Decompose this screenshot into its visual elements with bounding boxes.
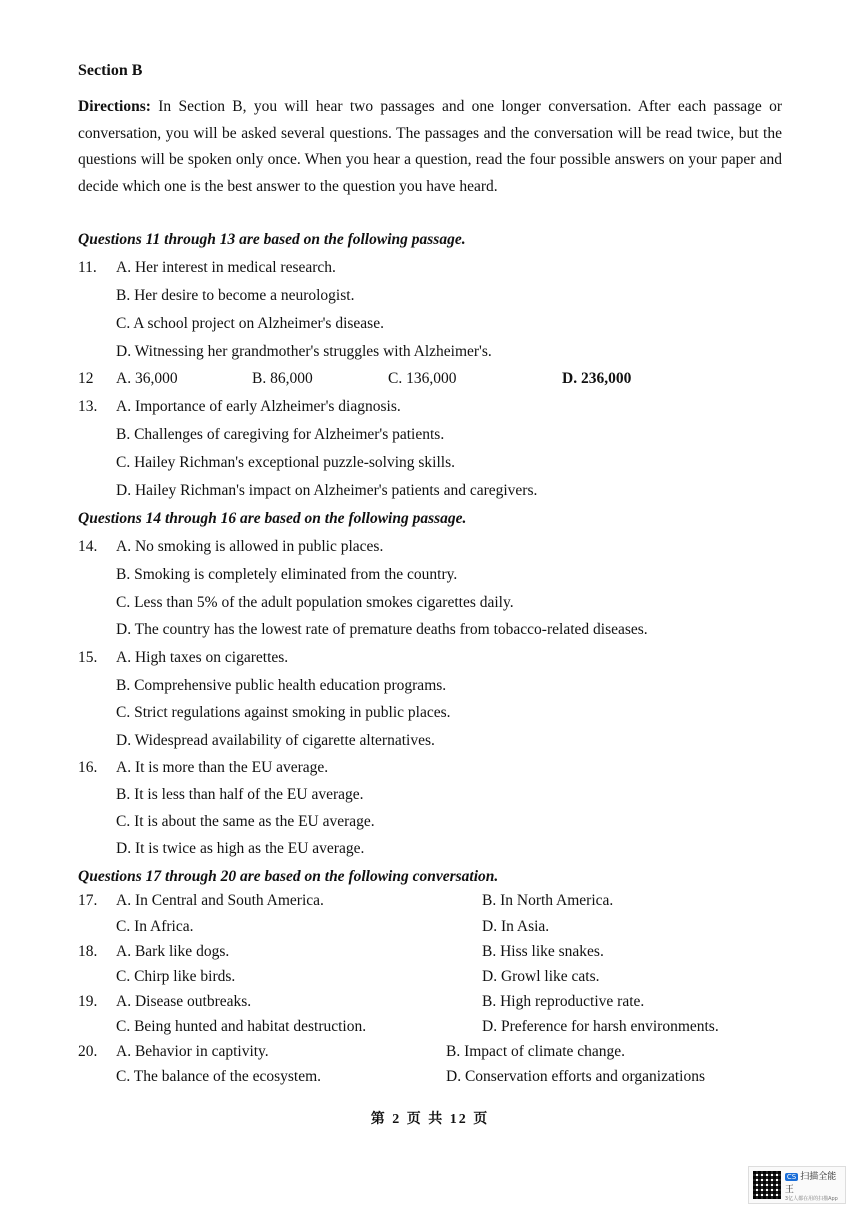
option-d: D. Hailey Richman's impact on Alzheimer's patients and caregivers. bbox=[116, 482, 538, 499]
option-c: C. Hailey Richman's exceptional puzzle-solving skills. bbox=[116, 454, 455, 471]
scanner-app-name: 扫描全能王 bbox=[784, 1171, 837, 1195]
option-b: B. Impact of climate change. bbox=[446, 1043, 626, 1060]
directions-text: In Section B, you will hear two passages and one longer conversation. After each passage or conversation, you will be asked several questions. The passages and the conversation will be read twice, but the questions will be spoken only once. When you hear a question, read the four possible answers on your paper and decide which one is the best answer to the question you have heard. bbox=[78, 98, 782, 195]
option-b: B. Challenges of caregiving for Alzheimer's patients. bbox=[116, 426, 445, 443]
option-a: A. Disease outbreaks. bbox=[116, 993, 252, 1010]
option-a: A. No smoking is allowed in public places. bbox=[116, 538, 384, 555]
scanner-watermark bbox=[748, 1166, 846, 1204]
qr-code-icon bbox=[753, 1171, 781, 1199]
directions-paragraph bbox=[78, 94, 782, 200]
option-b: B. It is less than half of the EU average. bbox=[116, 786, 364, 803]
option-a: A. Bark like dogs. bbox=[116, 943, 230, 960]
option-c: C. Strict regulations against smoking in public places. bbox=[116, 704, 451, 721]
option-c: C. It is about the same as the EU average. bbox=[116, 813, 375, 830]
group-heading-11-13: Questions 11 through 13 are based on the following passage. bbox=[78, 231, 466, 248]
option-c: C. In Africa. bbox=[116, 918, 194, 935]
question-number: 20. bbox=[78, 1043, 98, 1060]
option-d: D. Widespread availability of cigarette alternatives. bbox=[116, 732, 435, 749]
question-number: 15. bbox=[78, 649, 98, 666]
option-a: A. High taxes on cigarettes. bbox=[116, 649, 289, 666]
option-d: D. Preference for harsh environments. bbox=[482, 1018, 719, 1035]
option-c: C. Chirp like birds. bbox=[116, 968, 236, 985]
scanner-tagline: 3亿人都在用的扫描App bbox=[784, 1195, 838, 1202]
option-b: B. Smoking is completely eliminated from the country. bbox=[116, 566, 458, 583]
option-b: B. Comprehensive public health education programs. bbox=[116, 677, 447, 694]
question-number: 18. bbox=[78, 943, 98, 960]
option-c: C. 136,000 bbox=[388, 370, 457, 387]
option-a: A. It is more than the EU average. bbox=[116, 759, 329, 776]
option-d: D. It is twice as high as the EU average. bbox=[116, 840, 365, 857]
option-d: D. Growl like cats. bbox=[482, 968, 600, 985]
option-a: A. In Central and South America. bbox=[116, 892, 324, 909]
option-b: B. In North America. bbox=[482, 892, 614, 909]
option-a: A. Her interest in medical research. bbox=[116, 259, 336, 276]
page-number-footer: 第 2 页 共 12 页 bbox=[370, 1112, 490, 1127]
section-title: Section B bbox=[78, 62, 143, 79]
option-a: A. Importance of early Alzheimer's diagnosis. bbox=[116, 398, 401, 415]
question-number: 17. bbox=[78, 892, 98, 909]
option-b: B. High reproductive rate. bbox=[482, 993, 645, 1010]
question-number: 19. bbox=[78, 993, 98, 1010]
group-heading-14-16: Questions 14 through 16 are based on the following passage. bbox=[78, 510, 467, 527]
option-c: C. Less than 5% of the adult population smokes cigarettes daily. bbox=[116, 594, 514, 611]
option-d: D. 236,000 bbox=[562, 370, 632, 387]
directions-label: Directions: bbox=[78, 98, 151, 115]
option-b: B. Her desire to become a neurologist. bbox=[116, 287, 355, 304]
option-d: D. Witnessing her grandmother's struggles with Alzheimer's. bbox=[116, 343, 492, 360]
option-a: A. Behavior in captivity. bbox=[116, 1043, 269, 1060]
question-number: 13. bbox=[78, 398, 98, 415]
question-number: 11. bbox=[78, 259, 97, 276]
option-d: D. The country has the lowest rate of premature deaths from tobacco-related diseases. bbox=[116, 621, 648, 638]
option-c: C. The balance of the ecosystem. bbox=[116, 1068, 322, 1085]
question-number: 14. bbox=[78, 538, 98, 555]
question-number: 16. bbox=[78, 759, 98, 776]
option-c: C. A school project on Alzheimer's disease. bbox=[116, 315, 384, 332]
cs-logo: CS bbox=[786, 1172, 797, 1181]
option-b: B. Hiss like snakes. bbox=[482, 943, 604, 960]
option-c: C. Being hunted and habitat destruction. bbox=[116, 1018, 367, 1035]
option-d: D. In Asia. bbox=[482, 918, 550, 935]
option-d: D. Conservation efforts and organizations bbox=[446, 1068, 705, 1085]
group-heading-17-20: Questions 17 through 20 are based on the following conversation. bbox=[78, 868, 499, 885]
option-b: B. 86,000 bbox=[252, 370, 313, 387]
question-number: 12 bbox=[78, 370, 94, 387]
option-a: A. 36,000 bbox=[116, 370, 178, 387]
